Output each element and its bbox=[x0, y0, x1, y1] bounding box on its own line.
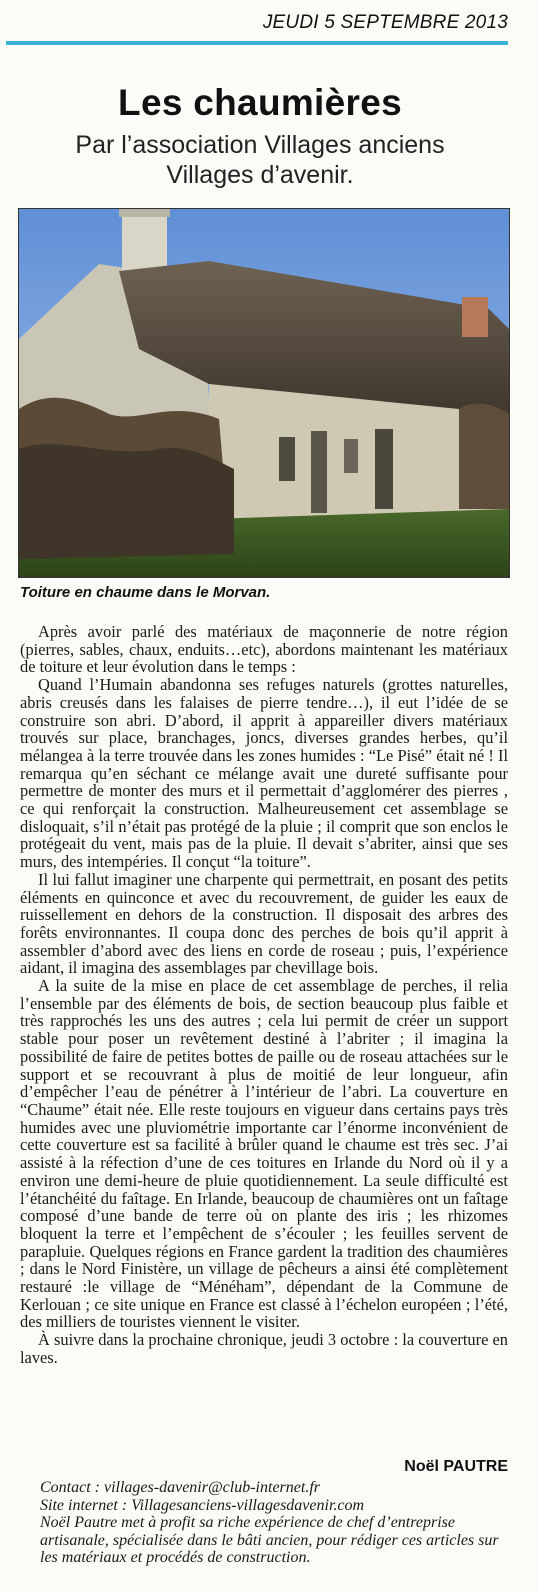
subtitle-line-1: Par l’association Villages anciens bbox=[75, 131, 445, 159]
thatched-cottage-photo bbox=[18, 208, 510, 578]
paragraph-intro: Après avoir parlé des matériaux de maçonnerie de notre région (pierres, sables, chaux, enduits…etc), abordons maintenant les matériaux de toiture et leur évolution dans le temps : bbox=[20, 622, 508, 677]
subtitle-line-2: Villages d’avenir. bbox=[166, 161, 354, 189]
article-title: Les chaumières bbox=[118, 82, 402, 123]
author-signature: Noël PAUTRE bbox=[404, 1458, 508, 1475]
issue-date: JEUDI 5 SEPTEMBRE 2013 bbox=[262, 12, 508, 33]
article-subtitle bbox=[0, 130, 520, 190]
website-line: Site internet : Villagesanciens-villagesdavenir.com bbox=[40, 1496, 365, 1514]
paragraph-charpente: Il lui fallut imaginer une charpente qui permettrait, en posant des petits éléments en quinconce et avec du recouvrement, de guider les eaux de ruissellement en dehors de la construction. Il disposait des arbres des forêts environnantes. Il coupa donc des perches de bois qu’il apprit à assembler d’abord avec des liens en corde de roseau ; puis, l’expérience aidant, il imagina des assemblages par chevillage bois. bbox=[20, 869, 508, 978]
author-bio: Noël Pautre met à profit sa riche expérience de chef d’entreprise artisanale, spécialisée dans le bâti ancien, pour rédiger ces articles sur les matériaux et procédés de construction. bbox=[40, 1514, 499, 1566]
contact-line: Contact : villages-davenir@club-internet.fr bbox=[40, 1479, 320, 1496]
article-footer bbox=[40, 1479, 520, 1567]
header-divider bbox=[6, 41, 508, 45]
paragraph-pise: Quand l’Humain abandonna ses refuges naturels (grottes naturelles, abris creusés dans les falaises de pierre tendre…), il eut l’idée de se construire son abri. D’abord, il apprit à appareiller divers matériaux trouvés sur place, branchages, joncs, diverses grandes herbes, qu’il mélangea à la terre trouvée dans les zones humides : “Le Pisé” était né ! Il remarqua qu’en séchant ce mélange avait une dureté suffisante pour permettre de monter des murs et il permettait d’agglomérer des pierres , ce qui renforçait la construction. Malheureusement cet assemblage se disloquait, s’il n’était pas protégé de la pluie ; il comprit que son enclos le protégeait du vent, mais pas de la pluie. Il devait s’abriter, ainsi que ses murs, des intempéries. Il conçut “la toiture”. bbox=[20, 675, 508, 872]
paragraph-chaume: A la suite de la mise en place de cet assemblage de perches, il relia l’ensemble par des éléments de bois, de section beaucoup plus faible et très rapprochés les uns des autres ; cela lui permit de créer un support stable pour poser un revêtement destiné à l’abriter ; il imagina la possibilité de faire de petites bottes de paille ou de roseau attachées sur le support et se recouvrant à plus de moitié de leur longueur, afin d’empêcher l’eau de pénétrer à l’intérieur de l’abri. La couverture en “Chaume” était née. Elle reste toujours en vigueur dans certains pays très humides avec une pluviométrie importante car l’énorme inconvénient de cette couverture est sa facilité à brûler quand le chaume est très sec. J’ai assisté à la réfection d’une de ces toitures en Irlande du Nord où il y a environ une demi-heure de pluie quotidiennement. La seule difficulté est l’étanchéité du faîtage. En Irlande, beaucoup de chaumières ont un faîtage composé d’une bande de terre où on plante des iris ; les rhizomes bloquent la terre et l’empêchent de s’écouler ; les feuilles servent de parapluie. Quelques régions en France gardent la tradition des chaumières ; dans le Nord Finistère, un village de pêcheurs a ainsi été complètement restauré :le village de “Ménéham”, dépendant de la Commune de Kerlouan ; ce site unique en France est classé à l’échelon européen ; l’été, des milliers de touristes viennent le visiter. bbox=[20, 976, 508, 1332]
photo-caption: Toiture en chaume dans le Morvan. bbox=[20, 584, 271, 601]
article-body bbox=[20, 623, 508, 1367]
paragraph-next-column: À suivre dans la prochaine chronique, jeudi 3 octobre : la couverture en laves. bbox=[20, 1330, 508, 1367]
